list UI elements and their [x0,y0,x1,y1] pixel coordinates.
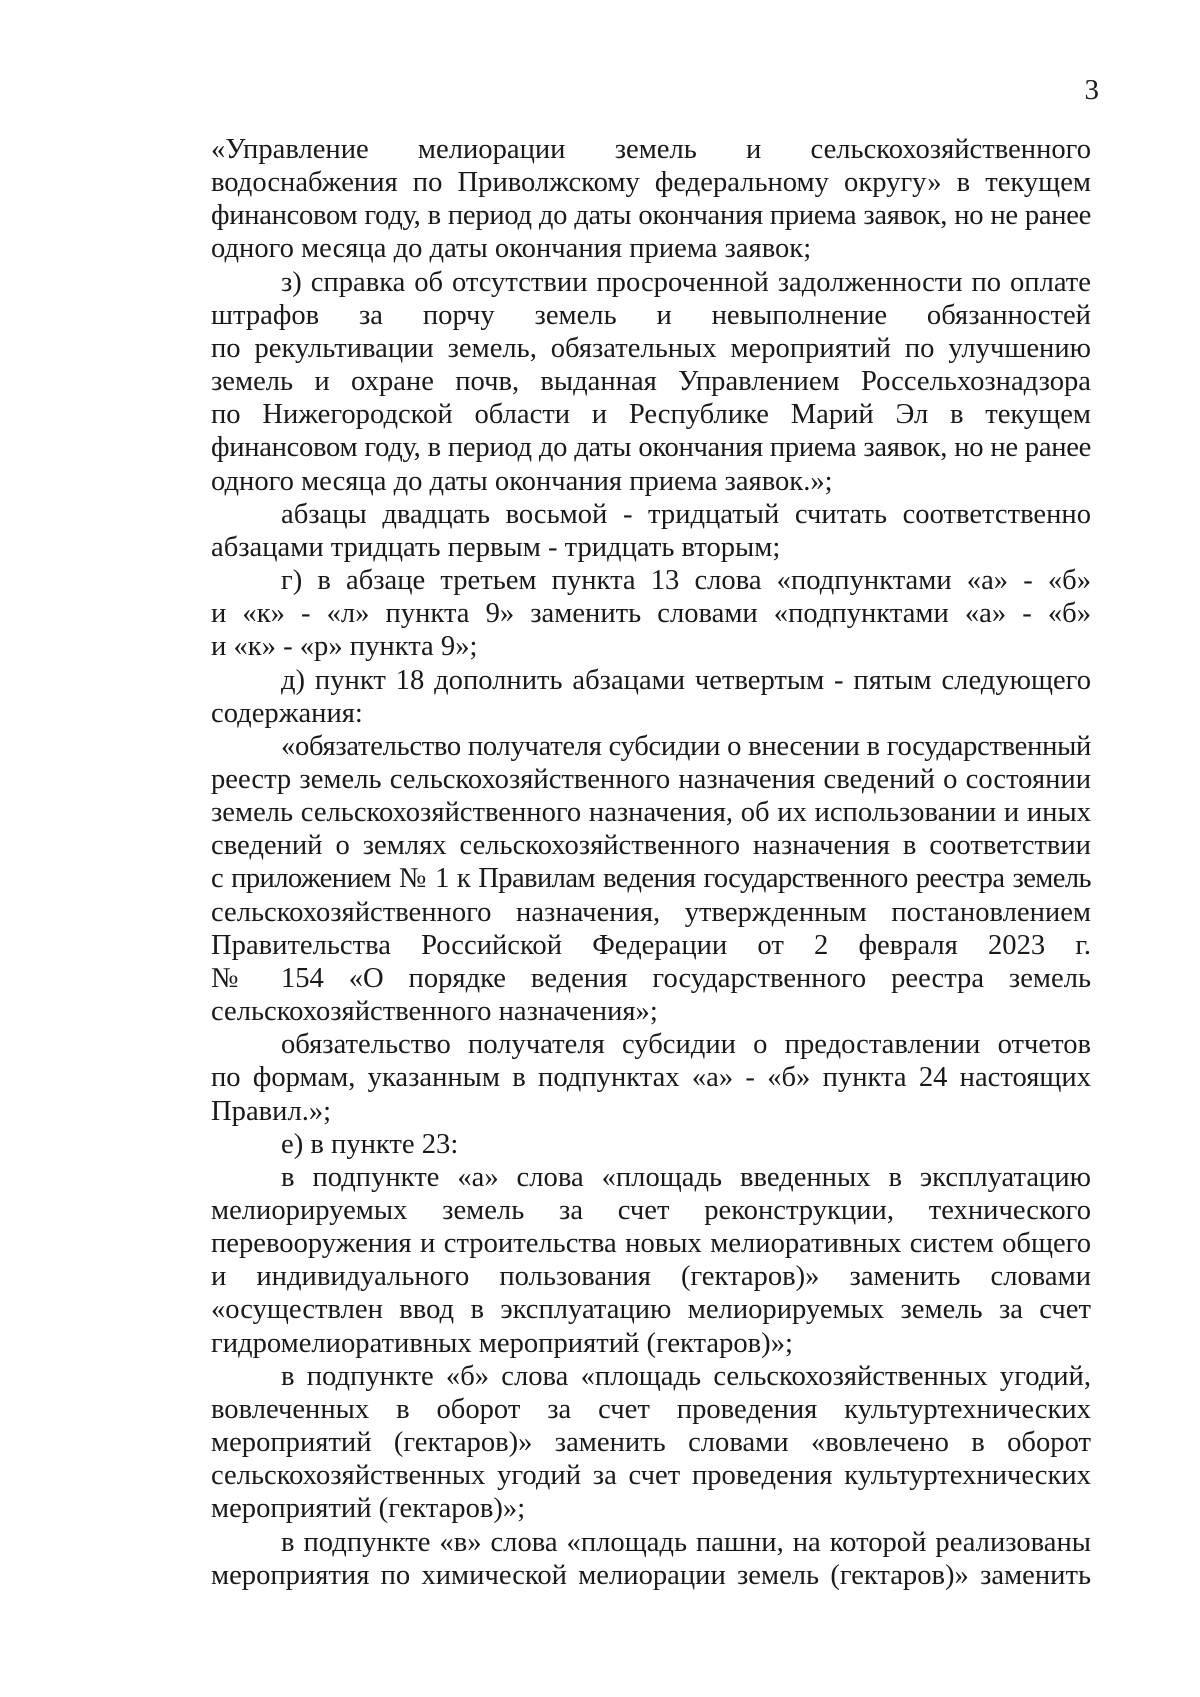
text-line: мелиорируемых земель за счет реконструкции, технического [211,1195,1091,1226]
text-line: «осуществлен ввод в эксплуатацию мелиорируемых земель за счет [211,1294,1091,1326]
paragraph [211,266,1091,498]
text-line: в подпункте «б» слова «площадь сельскохозяйственных угодий, [281,1360,1091,1392]
text-line: земель и охране почв, выданная Управлением Россельхознадзора [211,366,1091,398]
page-number: 3 [1084,74,1099,106]
text-line: и «к» - «л» пункта 9» заменить словами «подпунктами «а» - «б» [211,598,1091,630]
text-line: одного месяца до даты окончания приема заявок.»; [211,465,833,497]
text-line: е) в пункте 23: [281,1128,459,1160]
text-line: сельскохозяйственных угодий за счет проведения культуртехнических [211,1460,1091,1492]
text-line: сельскохозяйственного назначения, утвержденным постановлением [211,896,1091,928]
text-line: сведений о землях сельскохозяйственного назначения в соответствии [211,830,1091,862]
paragraph [211,1360,1091,1526]
text-line: абзацами тридцать первым - тридцать вторым; [211,531,781,563]
text-line: «обязательство получателя субсидии о внесении в государственный [281,730,1091,762]
document-body [211,133,1091,1592]
text-line: мероприятий (гектаров)» заменить словами «вовлечено в оборот [211,1427,1091,1459]
text-line: мероприятий (гектаров)»; [211,1493,526,1525]
paragraph [211,1128,1091,1161]
text-line: сельскохозяйственного назначения»; [211,996,658,1028]
paragraph [211,564,1091,663]
text-line: штрафов за порчу земель и невыполнение обязанностей [211,299,1091,331]
text-line: реестр земель сельскохозяйственного назначения сведений о состоянии [211,763,1091,795]
text-line: в подпункте «в» слова «площадь пашни, на которой реализованы [281,1526,1091,1558]
text-line: и «к» - «р» пункта 9»; [211,631,478,663]
text-line: з) справка об отсутствии просроченной задолженности по оплате [281,266,1091,298]
text-line: мероприятия по химической мелиорации земель (гектаров)» заменить [211,1559,1091,1591]
text-line: одного месяца до даты окончания приема заявок; [211,233,812,265]
paragraph [211,664,1091,730]
text-line: земель сельскохозяйственного назначения, об их использовании и иных [211,797,1091,829]
text-line: Правительства Российской Федерации от 2 февраля 2023 г. [211,929,1091,961]
paragraph [211,1526,1091,1592]
text-line: гидромелиоративных мероприятий (гектаров)»; [211,1327,793,1359]
text-line: абзацы двадцать восьмой - тридцатый считать соответственно [281,498,1091,530]
text-line: Правил.»; [211,1095,332,1127]
text-line: по формам, указанным в подпунктах «а» - «б» пункта 24 настоящих [211,1062,1091,1094]
text-line: г) в абзаце третьем пункта 13 слова «подпунктами «а» - «б» [281,565,1091,597]
text-line: вовлеченных в оборот за счет проведения культуртехнических [211,1393,1091,1425]
paragraph [211,1161,1091,1360]
text-line: д) пункт 18 дополнить абзацами четвертым - пятым следующего [281,664,1091,696]
text-line: финансовом году, в период до даты окончания приема заявок, но не ранее [211,432,1091,464]
text-line: перевооружения и строительства новых мелиоративных систем общего [211,1228,1091,1260]
text-line: № 154 «О порядке ведения государственного реестра земель [211,962,1091,994]
paragraph [211,133,1091,266]
paragraph [211,498,1091,564]
text-line: с приложением № 1 к Правилам ведения государственного реестра земель [211,863,1091,895]
text-line: содержания: [211,697,363,729]
text-line: «Управление мелиорации земель и сельскохозяйственного [211,134,1091,165]
paragraph [211,1028,1091,1127]
text-line: финансовом году, в период до даты окончания приема заявок, но не ранее [211,200,1091,232]
paragraph [211,730,1091,1028]
text-line: по рекультивации земель, обязательных мероприятий по улучшению [211,332,1091,364]
text-line: и индивидуального пользования (гектаров)» заменить словами [211,1261,1091,1293]
text-line: по Нижегородской области и Республике Марий Эл в текущем [211,399,1091,431]
text-line: водоснабжения по Приволжскому федеральному округу» в текущем [211,167,1091,199]
text-line: обязательство получателя субсидии о предоставлении отчетов [281,1029,1091,1061]
text-line: в подпункте «а» слова «площадь введенных в эксплуатацию [281,1161,1091,1193]
